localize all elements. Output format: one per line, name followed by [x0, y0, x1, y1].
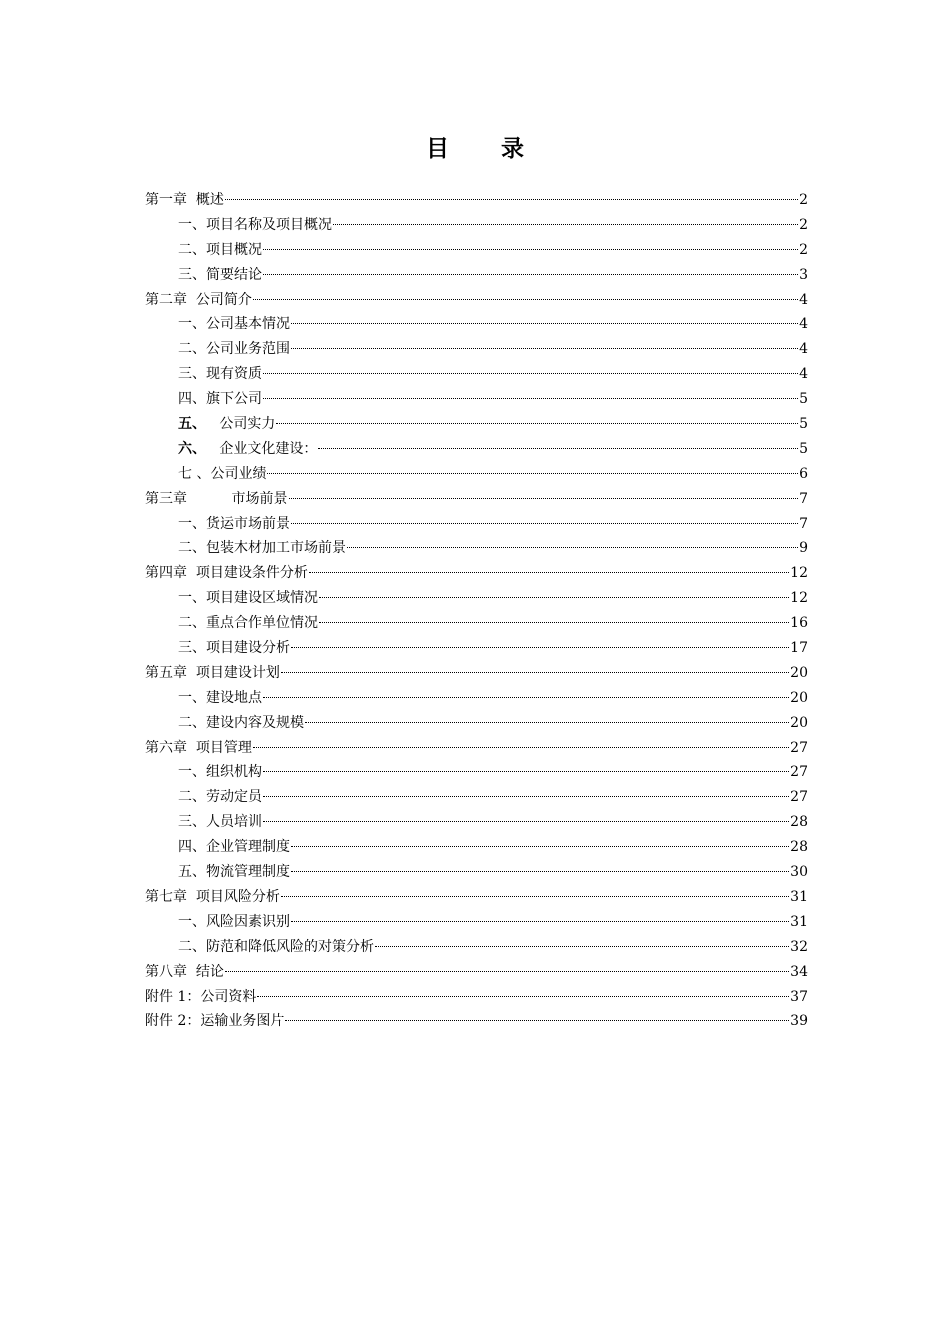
toc-dot-leader: [347, 547, 798, 548]
toc-dot-leader: [291, 323, 798, 324]
toc-page-number: 32: [790, 938, 808, 955]
toc-entry[interactable]: [145, 636, 808, 661]
toc-entry-label: 一、公司基本情况: [178, 316, 290, 333]
toc-page-number: 28: [790, 839, 808, 856]
toc-page-number: 17: [790, 640, 808, 657]
toc-entry[interactable]: [145, 1009, 808, 1034]
toc-page-number: 20: [790, 714, 808, 731]
toc-page-number: 7: [799, 515, 808, 532]
toc-entry[interactable]: [145, 910, 808, 935]
toc-page-number: 5: [799, 391, 808, 408]
toc-page-number: 6: [799, 465, 808, 482]
toc-page-number: 28: [790, 814, 808, 831]
toc-title: 目 录: [425, 135, 546, 162]
toc-page-number: 12: [790, 565, 808, 582]
toc-page-number: 4: [799, 316, 808, 333]
toc-entry-label: 第八章 结论: [145, 963, 224, 980]
toc-page-number: 3: [799, 266, 808, 283]
toc-page-number: 2: [799, 241, 808, 258]
toc-entry-label: 第七章 项目风险分析: [145, 888, 280, 905]
toc-entry-text: 公司实力: [206, 416, 276, 433]
toc-dot-leader: [291, 871, 789, 872]
toc-dot-leader: [291, 348, 798, 349]
toc-page-number: 27: [790, 739, 808, 756]
toc-entry[interactable]: [145, 661, 808, 686]
toc-page-number: 39: [790, 1013, 808, 1030]
toc-entry-label: 第三章 市场前景: [145, 490, 288, 507]
toc-entry-label: 附件 2：运输业务图片: [145, 1013, 285, 1030]
toc-dot-leader: [263, 796, 789, 797]
toc-entry[interactable]: [145, 611, 808, 636]
toc-dot-leader: [263, 274, 798, 275]
toc-entry-label: 附件 1：公司资料: [145, 988, 257, 1005]
toc-entry[interactable]: [145, 835, 808, 860]
toc-dot-leader: [291, 846, 789, 847]
toc-entry[interactable]: [145, 387, 808, 412]
toc-entry-label: 二、劳动定员: [178, 789, 262, 806]
toc-page-number: 12: [790, 590, 808, 607]
toc-entry[interactable]: [145, 263, 808, 288]
toc-entry-label: 一、建设地点: [178, 689, 262, 706]
toc-entry-label: 三、人员培训: [178, 814, 262, 831]
toc-entry[interactable]: [145, 686, 808, 711]
toc-entry[interactable]: [145, 512, 808, 537]
toc-dot-leader: [375, 946, 789, 947]
toc-entry-label: 一、项目建设区域情况: [178, 590, 318, 607]
toc-entry-label: 第二章 公司简介: [145, 291, 252, 308]
toc-entry-label: 一、货运市场前景: [178, 515, 290, 532]
toc-entry[interactable]: [145, 736, 808, 761]
toc-page-number: 31: [790, 913, 808, 930]
toc-dot-leader: [263, 771, 789, 772]
toc-dot-leader: [263, 821, 789, 822]
toc-page-number: 31: [790, 888, 808, 905]
toc-entry[interactable]: [145, 437, 808, 462]
toc-entry[interactable]: [145, 711, 808, 736]
toc-page-number: 9: [799, 540, 808, 557]
toc-entry-label: 五、物流管理制度: [178, 864, 290, 881]
toc-entry-label: 二、项目概况: [178, 241, 262, 258]
toc-page-number: 5: [799, 416, 808, 433]
toc-entry[interactable]: [145, 810, 808, 835]
toc-entry-label: 一、组织机构: [178, 764, 262, 781]
toc-entry[interactable]: [145, 935, 808, 960]
toc-dot-leader: [253, 747, 789, 748]
toc-entry[interactable]: [145, 412, 808, 437]
toc-dot-leader: [263, 697, 789, 698]
toc-dot-leader: [305, 722, 789, 723]
toc-dot-leader: [291, 647, 789, 648]
toc-entry[interactable]: [145, 362, 808, 387]
toc-dot-leader: [263, 398, 798, 399]
toc-entry[interactable]: [145, 288, 808, 313]
toc-entry[interactable]: [145, 462, 808, 487]
toc-entry-label: [178, 437, 317, 462]
toc-entry-label: 二、公司业务范围: [178, 341, 290, 358]
toc-entry[interactable]: [145, 536, 808, 561]
table-of-contents: [145, 188, 808, 1034]
toc-page-number: 20: [790, 689, 808, 706]
toc-page-number: 27: [790, 764, 808, 781]
toc-dot-leader: [276, 423, 798, 424]
toc-dot-leader: [281, 672, 789, 673]
toc-page-number: 16: [790, 615, 808, 632]
toc-page-number: 34: [790, 963, 808, 980]
toc-dot-leader: [263, 373, 798, 374]
toc-page-number: 30: [790, 864, 808, 881]
toc-dot-leader: [318, 448, 798, 449]
toc-page-number: 4: [799, 291, 808, 308]
toc-entry[interactable]: [145, 985, 808, 1010]
toc-entry[interactable]: [145, 238, 808, 263]
toc-entry-label: 三、项目建设分析: [178, 640, 290, 657]
toc-entry[interactable]: [145, 561, 808, 586]
toc-dot-leader: [263, 249, 798, 250]
toc-page-number: 20: [790, 664, 808, 681]
toc-dot-leader: [309, 572, 789, 573]
toc-entry-label: 三、现有资质: [178, 366, 262, 383]
toc-entry[interactable]: [145, 860, 808, 885]
toc-dot-leader: [319, 597, 789, 598]
toc-page-number: 4: [799, 366, 808, 383]
toc-entry[interactable]: [145, 213, 808, 238]
toc-entry[interactable]: [145, 586, 808, 611]
toc-entry-label: 二、建设内容及规模: [178, 714, 304, 731]
toc-entry-label: 第一章 概述: [145, 192, 224, 208]
toc-page-number: 27: [790, 789, 808, 806]
toc-dot-leader: [333, 224, 798, 225]
toc-entry-label: 第五章 项目建设计划: [145, 664, 280, 681]
toc-dot-leader: [257, 996, 789, 997]
toc-entry-number: 六、: [178, 440, 206, 457]
toc-page-number: 37: [790, 988, 808, 1005]
toc-entry-label: 七 、公司业绩: [178, 465, 267, 482]
toc-entry[interactable]: [145, 960, 808, 985]
toc-entry-text: 企业文化建设：: [206, 440, 318, 457]
toc-dot-leader: [225, 199, 798, 200]
toc-entry-label: 第四章 项目建设条件分析: [145, 565, 308, 582]
toc-page-number: 2: [799, 192, 808, 208]
toc-page-number: 5: [799, 440, 808, 457]
toc-dot-leader: [291, 921, 789, 922]
toc-dot-leader: [225, 971, 789, 972]
toc-entry[interactable]: [145, 188, 808, 213]
toc-page-number: 2: [799, 216, 808, 233]
toc-dot-leader: [267, 473, 798, 474]
toc-dot-leader: [281, 896, 789, 897]
toc-entry-label: [178, 412, 275, 437]
toc-entry[interactable]: [145, 885, 808, 910]
toc-entry-label: 第六章 项目管理: [145, 739, 252, 756]
toc-entry[interactable]: [145, 337, 808, 362]
toc-entry-label: 一、风险因素识别: [178, 913, 290, 930]
toc-entry[interactable]: [145, 760, 808, 785]
toc-entry-number: 五、: [178, 416, 206, 433]
toc-dot-leader: [289, 498, 799, 499]
toc-entry[interactable]: [145, 312, 808, 337]
toc-entry-label: 二、包装木材加工市场前景: [178, 540, 346, 557]
toc-entry[interactable]: [145, 785, 808, 810]
toc-dot-leader: [319, 622, 789, 623]
toc-dot-leader: [285, 1020, 789, 1021]
toc-page-number: 7: [799, 490, 808, 507]
toc-entry-label: 二、防范和降低风险的对策分析: [178, 938, 374, 955]
toc-page-number: 4: [799, 341, 808, 358]
toc-entry-label: 三、简要结论: [178, 266, 262, 283]
toc-entry[interactable]: [145, 487, 808, 512]
toc-entry-label: 四、企业管理制度: [178, 839, 290, 856]
toc-entry-label: 一、项目名称及项目概况: [178, 216, 332, 233]
toc-entry-label: 二、重点合作单位情况: [178, 615, 318, 632]
toc-dot-leader: [291, 523, 798, 524]
toc-entry-label: 四、旗下公司: [178, 391, 262, 408]
toc-dot-leader: [253, 299, 798, 300]
